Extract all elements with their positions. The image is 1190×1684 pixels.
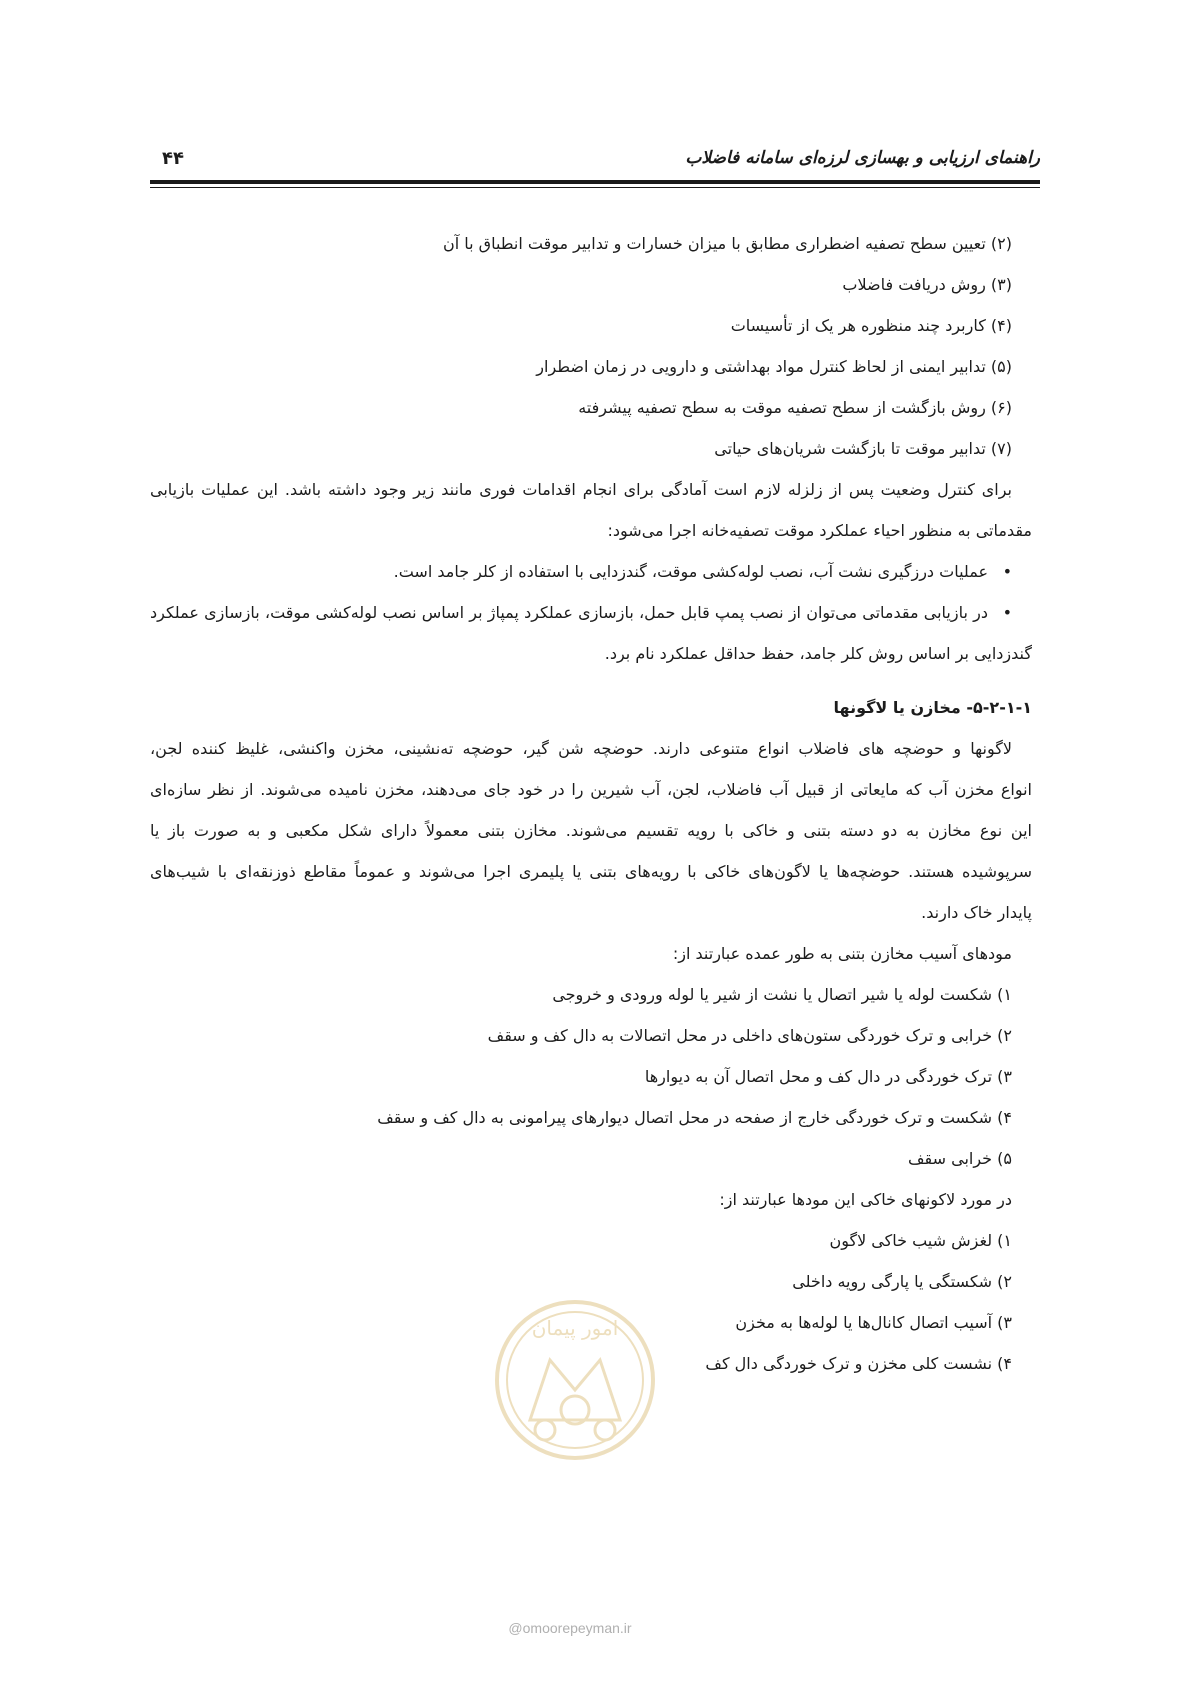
bullet-item xyxy=(150,560,1032,584)
paragraph-line: این نوع مخازن به دو دسته بتنی و خاکی با رویه تقسیم می‌شوند. مخازن بتنی معمولاً دارای شکل مکعبی و به صورت باز یا xyxy=(150,821,1032,840)
list-item: ۳) ترک خوردگی در دال کف و محل اتصال آن به دیوارها xyxy=(644,1067,1012,1086)
watermark-url: @omoorepeyman.ir xyxy=(508,1620,632,1636)
list-item: (۵) تدابیر ایمنی از لحاظ کنترل مواد بهداشتی و دارویی در زمان اضطرار xyxy=(536,357,1012,376)
header-rule-thick xyxy=(150,180,1040,184)
paragraph-line: برای کنترل وضعیت پس از زلزله لازم است آمادگی برای انجام اقدامات فوری مانند زیر وجود داشته باشد. این عملیات بازیابی xyxy=(150,480,1012,499)
list-item: ۱) شکست لوله یا شیر اتصال یا نشت از شیر یا لوله ورودی و خروجی xyxy=(552,985,1012,1004)
list-item: (۳) روش دریافت فاضلاب xyxy=(842,275,1012,294)
list-item: (۲) تعیین سطح تصفیه اضطراری مطابق با میزان خسارات و تدابیر موقت انطباق با آن xyxy=(442,234,1012,253)
list-item: (۶) روش بازگشت از سطح تصفیه موقت به سطح تصفیه پیشرفته xyxy=(578,398,1012,417)
list-item: (۴) کاربرد چند منظوره هر یک از تأسیسات xyxy=(730,316,1012,335)
list-item: ۲) خرابی و ترک خوردگی ستون‌های داخلی در محل اتصالات به دال کف و سقف xyxy=(487,1026,1012,1045)
list-item: ۱) لغزش شیب خاکی لاگون xyxy=(829,1231,1012,1250)
page-header xyxy=(150,138,1040,188)
bullet-text: در بازیابی مقدماتی می‌توان از نصب پمپ قابل حمل، بازسازی عملکرد پمپاژ بر اساس نصب لوله‌کشی موقت، بازسازی عملکرد xyxy=(150,603,988,622)
bullet-icon: • xyxy=(1002,562,1012,581)
list-item: ۵) خرابی سقف xyxy=(907,1149,1012,1168)
watermark-text: امور پیمان xyxy=(531,1316,619,1340)
paragraph-line: انواع مخزن آب که مایعاتی از قبیل آب فاضلاب، لجن، آب شیرین را در خود جای می‌دهند، مخزن نامیده می‌شوند. از نظر سازه‌ای xyxy=(150,780,1032,799)
list-intro: مودهای آسیب مخازن بتنی به طور عمده عبارتند از: xyxy=(672,944,1012,963)
list-item: ۴) نشست کلی مخزن و ترک خوردگی دال کف xyxy=(705,1354,1012,1373)
paragraph-line: پایدار خاک دارند. xyxy=(921,903,1032,922)
paragraph-line: سرپوشیده هستند. حوضچه‌ها یا لاگون‌های خاکی با رویه‌های بتنی یا پلیمری اجرا می‌شوند و عموماً مقاطع ذوزنقه‌ای با شیب‌های xyxy=(150,862,1032,881)
paragraph-line: گندزدایی بر اساس روش کلر جامد، حفظ حداقل عملکرد نام برد. xyxy=(604,644,1032,663)
watermark-logo xyxy=(490,1290,660,1490)
section-heading: ۵-۲-۱-۱- مخازن یا لاگونها xyxy=(833,698,1032,717)
header-rule-thin xyxy=(150,187,1040,188)
list-item: ۳) آسیب اتصال کانال‌ها یا لوله‌ها به مخزن xyxy=(735,1313,1012,1332)
bullet-item xyxy=(150,601,1032,625)
page-number: ۴۴ xyxy=(162,148,184,169)
bullet-icon: • xyxy=(1002,603,1012,622)
list-item: (۷) تدابیر موقت تا بازگشت شریان‌های حیاتی xyxy=(714,439,1012,458)
list-intro: در مورد لاکونهای خاکی این مودها عبارتند از: xyxy=(719,1190,1012,1209)
list-item: ۲) شکستگی یا پارگی رویه داخلی xyxy=(792,1272,1012,1291)
paragraph-line: مقدماتی به منظور احیاء عملکرد موقت تصفیه‌خانه اجرا می‌شود: xyxy=(607,521,1032,540)
list-item: ۴) شکست و ترک خوردگی خارج از صفحه در محل اتصال دیوارهای پیرامونی به دال کف و سقف xyxy=(377,1108,1012,1127)
paragraph-line: لاگونها و حوضچه های فاضلاب انواع متنوعی دارند. حوضچه شن گیر، حوضچه ته‌نشینی، مخزن واکنشی، غلیظ کننده لجن، xyxy=(150,739,1012,758)
page-body xyxy=(150,232,1032,1393)
header-title: راهنمای ارزیابی و بهسازی لرزه‌ای سامانه فاضلاب xyxy=(685,148,1040,168)
bullet-text: عملیات درزگیری نشت آب، نصب لوله‌کشی موقت، گندزدایی با استفاده از کلر جامد است. xyxy=(393,562,988,581)
